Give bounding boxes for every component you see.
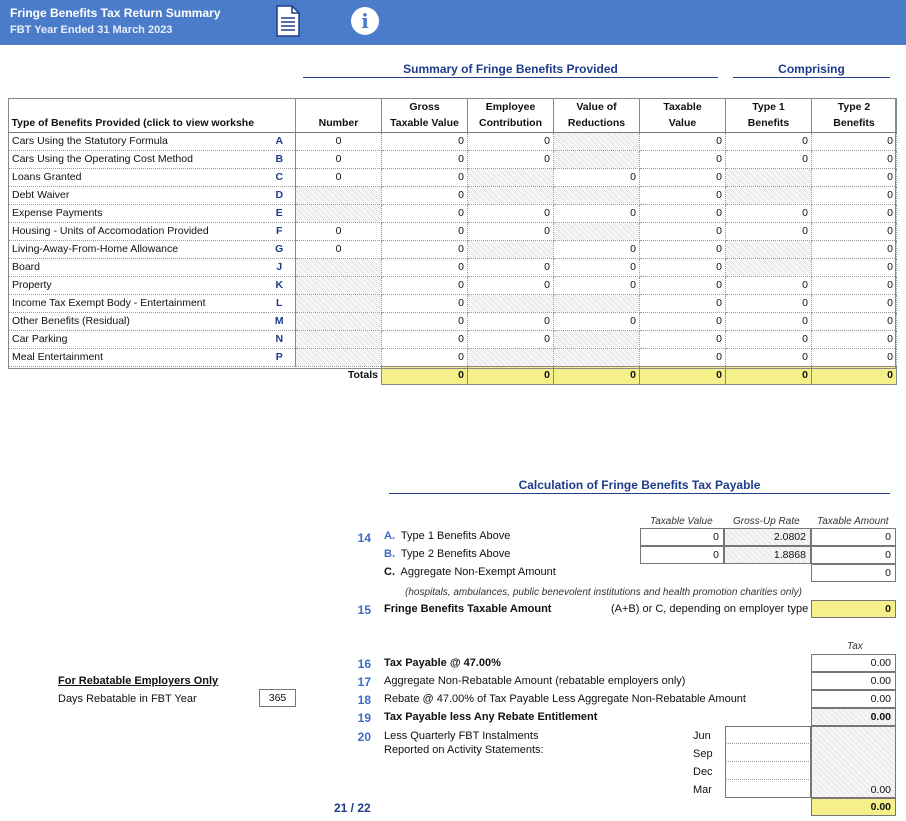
- type2-cell: 0: [812, 276, 897, 294]
- reductions-cell: 0: [554, 258, 640, 276]
- gross-value-cell: 0: [382, 222, 468, 240]
- worksheet-link-letter[interactable]: N: [264, 330, 296, 348]
- line-b-letter: B.: [384, 548, 395, 560]
- col-taxable-header-2: Value: [640, 115, 726, 132]
- benefit-type-label[interactable]: Income Tax Exempt Body - Entertainment: [9, 294, 264, 312]
- employee-contribution-cell: 0: [468, 330, 554, 348]
- number-cell: [296, 348, 382, 366]
- number-cell: [296, 330, 382, 348]
- worksheet-link-letter[interactable]: M: [264, 312, 296, 330]
- benefit-type-label[interactable]: Debt Waiver: [9, 186, 264, 204]
- taxable-value-cell: 0: [640, 348, 726, 366]
- non-rebatable-amount: 0.00: [811, 672, 896, 690]
- gross-value-cell: 0: [382, 276, 468, 294]
- col-reductions-header-2: Reductions: [554, 115, 640, 132]
- benefit-type-label[interactable]: Car Parking: [9, 330, 264, 348]
- type1-cell: 0: [726, 150, 812, 168]
- table-row: [9, 222, 897, 240]
- type1-taxable-value: 0: [640, 528, 724, 546]
- instalment-dec-input[interactable]: [725, 762, 811, 780]
- employee-contribution-cell: [468, 348, 554, 366]
- line-15-note: (A+B) or C, depending on employer type: [611, 603, 809, 615]
- type2-cell: 0: [812, 294, 897, 312]
- type1-gross-up-rate: 2.0802: [724, 528, 811, 546]
- total-taxable: 0: [640, 366, 726, 384]
- taxable-value-cell: 0: [640, 168, 726, 186]
- worksheet-link-letter[interactable]: D: [264, 186, 296, 204]
- gross-value-cell: 0: [382, 348, 468, 366]
- worksheet-link-letter[interactable]: F: [264, 222, 296, 240]
- line-15-label: Fringe Benefits Taxable Amount: [384, 603, 552, 615]
- taxable-value-cell: 0: [640, 150, 726, 168]
- col-taxable-header: Taxable: [640, 98, 726, 115]
- type1-cell: 0: [726, 330, 812, 348]
- number-cell: 0: [296, 222, 382, 240]
- tax-column-label: Tax: [847, 641, 863, 652]
- type1-cell: 0: [726, 294, 812, 312]
- type2-gross-up-rate: 1.8868: [724, 546, 811, 564]
- col-number-header-top: [296, 98, 382, 115]
- benefits-summary-table: [8, 98, 897, 385]
- taxable-value-cell: 0: [640, 294, 726, 312]
- type2-cell: 0: [812, 312, 897, 330]
- benefit-type-label[interactable]: Other Benefits (Residual): [9, 312, 264, 330]
- reductions-cell: 0: [554, 240, 640, 258]
- tax-less-rebate: 0.00: [811, 708, 896, 726]
- report-subtitle: FBT Year Ended 31 March 2023: [10, 24, 173, 36]
- final-tax-amount: 0.00: [811, 798, 896, 816]
- taxable-value-cell: 0: [640, 186, 726, 204]
- worksheet-link-letter[interactable]: A: [264, 132, 296, 150]
- comprising-title: Comprising: [733, 62, 890, 78]
- total-reductions: 0: [554, 366, 640, 384]
- rebatable-title: For Rebatable Employers Only: [58, 675, 219, 687]
- type2-taxable-value: 0: [640, 546, 724, 564]
- benefit-type-label[interactable]: Cars Using the Statutory Formula: [9, 132, 264, 150]
- line-a-label: Type 1 Benefits Above: [400, 530, 511, 542]
- line-17-label: Aggregate Non-Rebatable Amount (rebatable employers only): [384, 675, 686, 687]
- gross-value-cell: 0: [382, 204, 468, 222]
- col-gross-up-label: Gross-Up Rate: [733, 516, 800, 527]
- type1-cell: 0: [726, 222, 812, 240]
- col-type1-header: Type 1: [726, 98, 812, 115]
- gross-value-cell: 0: [382, 312, 468, 330]
- type1-cell: 0: [726, 132, 812, 150]
- table-row: [9, 348, 897, 366]
- number-cell: [296, 204, 382, 222]
- info-icon[interactable]: i: [351, 7, 379, 35]
- line-16-label: Tax Payable @ 47.00%: [384, 657, 501, 669]
- type2-cell: 0: [812, 258, 897, 276]
- col-type2-header-2: Benefits: [812, 115, 897, 132]
- benefit-type-label[interactable]: Board: [9, 258, 264, 276]
- line-a-letter: A.: [384, 530, 395, 542]
- type1-taxable-amount: 0: [811, 528, 896, 546]
- line-c-note: (hospitals, ambulances, public benevolent institutions and health promotion charities only): [405, 587, 802, 598]
- type1-cell: 0: [726, 276, 812, 294]
- total-type1: 0: [726, 366, 812, 384]
- gross-value-cell: 0: [382, 132, 468, 150]
- benefit-type-label[interactable]: Housing - Units of Accomodation Provided: [9, 222, 264, 240]
- reductions-cell: 0: [554, 276, 640, 294]
- table-row: [9, 312, 897, 330]
- table-row: [9, 186, 897, 204]
- days-rebatable-input[interactable]: 365: [259, 689, 296, 707]
- reductions-cell: [554, 294, 640, 312]
- header-bar: [0, 0, 906, 45]
- reductions-cell: [554, 348, 640, 366]
- rebate-amount: 0.00: [811, 690, 896, 708]
- reductions-cell: [554, 222, 640, 240]
- instalment-sep-input[interactable]: [725, 744, 811, 762]
- col-taxable-value-label: Taxable Value: [650, 516, 713, 527]
- benefit-type-label[interactable]: Loans Granted: [9, 168, 264, 186]
- employee-contribution-cell: 0: [468, 312, 554, 330]
- reductions-cell: [554, 330, 640, 348]
- type2-cell: 0: [812, 168, 897, 186]
- worksheet-link-letter[interactable]: E: [264, 204, 296, 222]
- type1-cell: [726, 168, 812, 186]
- tax-payable: 0.00: [811, 654, 896, 672]
- benefit-type-label[interactable]: Expense Payments: [9, 204, 264, 222]
- benefit-type-label[interactable]: Living-Away-From-Home Allowance: [9, 240, 264, 258]
- quarter-sep-label: Sep: [693, 748, 713, 760]
- col-employee-header: Employee: [468, 98, 554, 115]
- worksheet-link-letter[interactable]: J: [264, 258, 296, 276]
- col-employee-header-2: Contribution: [468, 115, 554, 132]
- non-exempt-amount: 0: [811, 564, 896, 582]
- report-title: Fringe Benefits Tax Return Summary: [10, 6, 221, 20]
- gross-value-cell: 0: [382, 150, 468, 168]
- quarter-dec-label: Dec: [693, 766, 713, 778]
- line-20-number: 20: [357, 730, 371, 744]
- type2-cell: 0: [812, 132, 897, 150]
- table-row: [9, 330, 897, 348]
- gross-value-cell: 0: [382, 168, 468, 186]
- reductions-cell: 0: [554, 312, 640, 330]
- line-14-number: 14: [357, 531, 371, 545]
- col-gross-header: Gross: [382, 98, 468, 115]
- taxable-value-cell: 0: [640, 240, 726, 258]
- employee-contribution-cell: 0: [468, 222, 554, 240]
- number-cell: [296, 312, 382, 330]
- table-row: [9, 294, 897, 312]
- gross-value-cell: 0: [382, 186, 468, 204]
- instalments-total: 0.00: [811, 726, 896, 798]
- line-17-number: 17: [357, 675, 371, 689]
- line-b-label: Type 2 Benefits Above: [400, 548, 511, 560]
- line-18-number: 18: [357, 693, 371, 707]
- number-cell: 0: [296, 150, 382, 168]
- type1-cell: [726, 186, 812, 204]
- benefit-type-label[interactable]: Cars Using the Operating Cost Method: [9, 150, 264, 168]
- type2-taxable-amount: 0: [811, 546, 896, 564]
- line-c-label: Aggregate Non-Exempt Amount: [400, 566, 556, 578]
- total-type2: 0: [812, 366, 897, 384]
- type1-cell: 0: [726, 312, 812, 330]
- taxable-value-cell: 0: [640, 330, 726, 348]
- totals-label: Totals: [347, 369, 378, 382]
- col-gross-header-2: Taxable Value: [382, 115, 468, 132]
- table-row: [9, 168, 897, 186]
- table-row: [9, 258, 897, 276]
- line-c-letter: C.: [384, 566, 395, 578]
- employee-contribution-cell: 0: [468, 132, 554, 150]
- col-type-header: Type of Benefits Provided (click to view workshe: [9, 115, 296, 132]
- worksheet-link-letter[interactable]: K: [264, 276, 296, 294]
- total-gross: 0: [382, 366, 468, 384]
- line-19-number: 19: [357, 711, 371, 725]
- gross-value-cell: 0: [382, 240, 468, 258]
- taxable-value-cell: 0: [640, 204, 726, 222]
- employee-contribution-cell: [468, 186, 554, 204]
- type1-cell: [726, 258, 812, 276]
- reductions-cell: [554, 186, 640, 204]
- table-row: [9, 240, 897, 258]
- line-20-label-2: Reported on Activity Statements:: [384, 744, 544, 756]
- type1-cell: 0: [726, 348, 812, 366]
- number-cell: 0: [296, 168, 382, 186]
- number-cell: [296, 258, 382, 276]
- taxable-value-cell: 0: [640, 132, 726, 150]
- gross-value-cell: 0: [382, 294, 468, 312]
- number-cell: [296, 186, 382, 204]
- type2-cell: 0: [812, 186, 897, 204]
- col-taxable-amount-label: Taxable Amount: [817, 516, 889, 527]
- reductions-cell: 0: [554, 204, 640, 222]
- taxable-value-cell: 0: [640, 312, 726, 330]
- type2-cell: 0: [812, 222, 897, 240]
- fringe-benefits-taxable-amount: 0: [811, 600, 896, 618]
- number-cell: 0: [296, 132, 382, 150]
- col-number-header: Number: [296, 115, 382, 132]
- instalment-jun-input[interactable]: [725, 726, 811, 744]
- reductions-cell: [554, 150, 640, 168]
- table-row: [9, 276, 897, 294]
- type2-cell: 0: [812, 240, 897, 258]
- quarter-jun-label: Jun: [693, 730, 711, 742]
- worksheet-link-letter[interactable]: L: [264, 294, 296, 312]
- employee-contribution-cell: 0: [468, 276, 554, 294]
- taxable-value-cell: 0: [640, 276, 726, 294]
- employee-contribution-cell: [468, 294, 554, 312]
- type2-cell: 0: [812, 330, 897, 348]
- days-rebatable-label: Days Rebatable in FBT Year: [58, 693, 197, 705]
- employee-contribution-cell: [468, 168, 554, 186]
- benefit-type-label[interactable]: Meal Entertainment: [9, 348, 264, 366]
- table-row: [9, 204, 897, 222]
- type1-cell: [726, 240, 812, 258]
- line-16-number: 16: [357, 657, 371, 671]
- gross-value-cell: 0: [382, 258, 468, 276]
- taxable-value-cell: 0: [640, 258, 726, 276]
- number-cell: 0: [296, 240, 382, 258]
- employee-contribution-cell: [468, 240, 554, 258]
- type1-cell: 0: [726, 204, 812, 222]
- gross-value-cell: 0: [382, 330, 468, 348]
- type2-cell: 0: [812, 348, 897, 366]
- table-row: [9, 150, 897, 168]
- page-indicator: 21 / 22: [334, 801, 371, 815]
- employee-contribution-cell: 0: [468, 258, 554, 276]
- reductions-cell: 0: [554, 168, 640, 186]
- document-icon[interactable]: [276, 5, 300, 37]
- worksheet-link-letter[interactable]: B: [264, 150, 296, 168]
- instalment-mar-input[interactable]: [725, 780, 811, 798]
- col-type2-header: Type 2: [812, 98, 897, 115]
- type2-cell: 0: [812, 150, 897, 168]
- line-15-number: 15: [357, 603, 371, 617]
- total-employee: 0: [468, 366, 554, 384]
- line-18-label: Rebate @ 47.00% of Tax Payable Less Aggregate Non-Rebatable Amount: [384, 693, 746, 705]
- employee-contribution-cell: 0: [468, 150, 554, 168]
- type2-cell: 0: [812, 204, 897, 222]
- number-cell: [296, 276, 382, 294]
- worksheet-link-letter[interactable]: G: [264, 240, 296, 258]
- reductions-cell: [554, 132, 640, 150]
- number-cell: [296, 294, 382, 312]
- line-19-label: Tax Payable less Any Rebate Entitlement: [384, 711, 598, 723]
- col-reductions-header: Value of: [554, 98, 640, 115]
- worksheet-link-letter[interactable]: C: [264, 168, 296, 186]
- taxable-value-cell: 0: [640, 222, 726, 240]
- line-20-label: Less Quarterly FBT Instalments: [384, 730, 539, 742]
- summary-title: Summary of Fringe Benefits Provided: [303, 62, 718, 78]
- quarter-mar-label: Mar: [693, 784, 712, 796]
- calc-title: Calculation of Fringe Benefits Tax Payable: [389, 478, 890, 494]
- employee-contribution-cell: 0: [468, 204, 554, 222]
- table-row: [9, 132, 897, 150]
- col-type1-header-2: Benefits: [726, 115, 812, 132]
- benefit-type-label[interactable]: Property: [9, 276, 264, 294]
- worksheet-link-letter[interactable]: P: [264, 348, 296, 366]
